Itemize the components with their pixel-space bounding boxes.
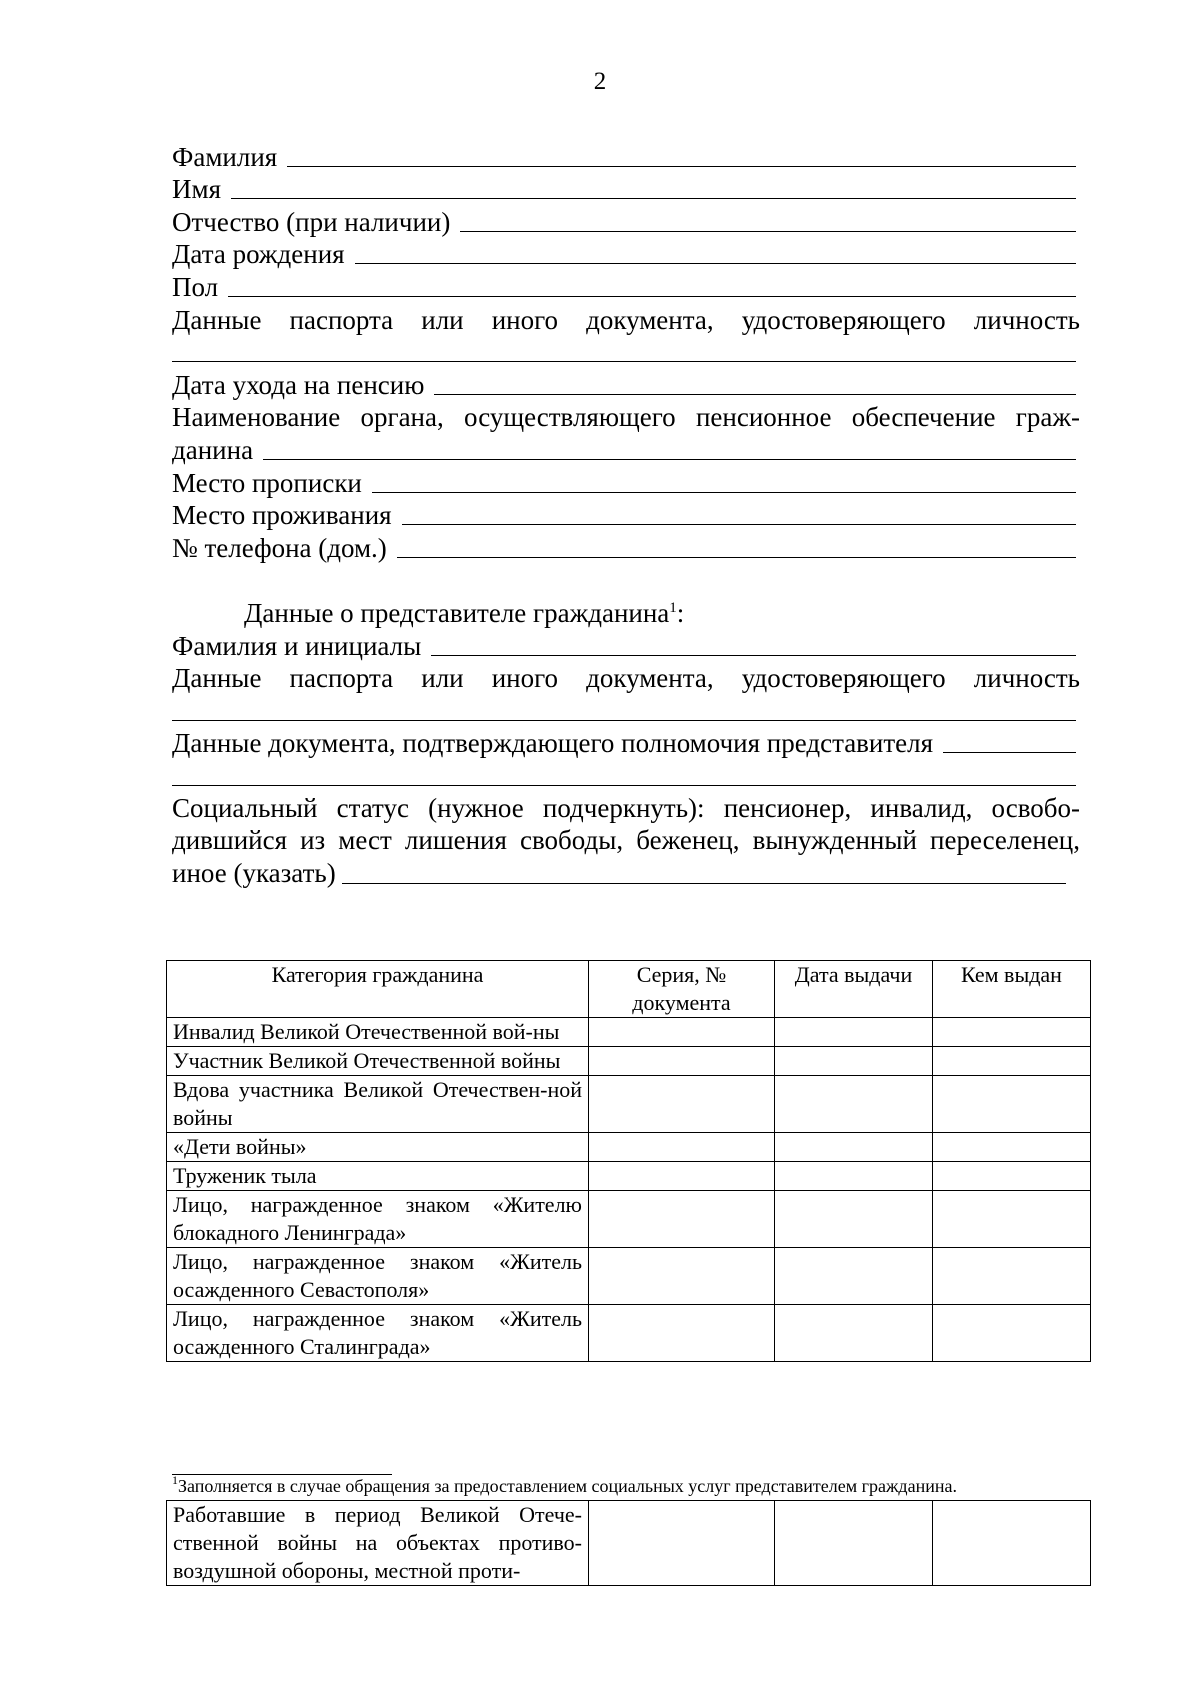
rep-authority-field-2[interactable] [172,785,1076,786]
surname-field[interactable] [287,166,1076,167]
passport-line [172,303,1080,336]
row-category: Труженик тыла [167,1162,589,1191]
row-category: Лицо, награжденное знаком «Житель осажденного Сталинграда» [167,1305,589,1362]
birth-date-field[interactable] [355,263,1076,264]
row-category: Инвалид Великой Отечественной вой-ны [167,1018,589,1047]
footnote-marker: 1 [172,1473,178,1487]
phone-line [172,531,1080,564]
category-table-continued [166,1500,1091,1586]
date-cell[interactable] [775,1305,933,1362]
spacer [172,564,1080,597]
patronymic-field[interactable] [460,231,1076,232]
passport-field-line [172,336,1080,369]
rep-passport-field-line [172,694,1080,727]
date-cell[interactable] [775,1191,933,1248]
table-row [167,1248,1091,1305]
row-category: Работавшие в период Великой Отече-ственной войны на объектах противо-воздушной обороны, местной проти- [167,1501,589,1586]
birth-date-label: Дата рождения [172,239,345,270]
footnote-ref: 1 [669,599,677,616]
date-cell[interactable] [775,1248,933,1305]
series-cell[interactable] [589,1501,775,1586]
table-row [167,1162,1091,1191]
footnote-text: Заполняется в случае обращения за предоставлением социальных услуг представителем гражданина. [178,1476,957,1496]
table-row [167,1018,1091,1047]
residence-field[interactable] [402,524,1076,525]
series-cell[interactable] [589,1305,775,1362]
rep-passport-field[interactable] [172,720,1076,721]
name-line [172,173,1080,206]
retirement-date-label: Дата ухода на пенсию [172,369,425,400]
issued-by-cell[interactable] [933,1501,1091,1586]
header-issue-date: Дата выдачи [775,961,933,1018]
date-cell[interactable] [775,1018,933,1047]
category-table [166,960,1091,1362]
surname-line [172,140,1080,173]
table-row [167,1047,1091,1076]
name-field[interactable] [231,198,1076,199]
rep-passport-label: Данные паспорта или иного документа, удостоверяющего личность [172,663,1080,694]
rep-name-field[interactable] [431,655,1076,656]
social-status-text: Социальный статус (нужное подчеркнуть): пенсионер, инвалид, освобо-дившийся из мест лишения свободы, беженец, вынужденный переселенец, иное (указать) [172,792,1080,889]
header-category: Категория гражданина [167,961,589,1018]
row-category: Лицо, награжденное знаком «Житель осажденного Севастополя» [167,1248,589,1305]
retirement-date-field[interactable] [434,394,1076,395]
social-status-other-field[interactable] [342,859,1066,884]
passport-field[interactable] [172,361,1076,362]
pension-body-label-2: данина [172,434,254,465]
rep-authority-line [172,727,1080,760]
sex-label: Пол [172,271,219,302]
table-row [167,1501,1091,1586]
issued-by-cell[interactable] [933,1248,1091,1305]
rep-name-label: Фамилия и инициалы [172,630,422,661]
header-issued-by: Кем выдан [933,961,1091,1018]
page-number: 2 [593,68,607,95]
pension-body-line-2 [172,433,1080,466]
pension-body-label: Наименование органа, осуществляющего пенсионное обеспечение граж- [172,402,1080,433]
rep-authority-field[interactable] [943,752,1076,753]
heading-colon: : [676,597,685,628]
row-category: Участник Великой Отечественной войны [167,1047,589,1076]
registration-label: Место прописки [172,467,362,498]
residence-line [172,499,1080,532]
issued-by-cell[interactable] [933,1162,1091,1191]
series-cell[interactable] [589,1133,775,1162]
series-cell[interactable] [589,1047,775,1076]
name-label: Имя [172,174,222,205]
table-header-row [167,961,1091,1018]
header-series: Серия, № документа [589,961,775,1018]
pension-body-field[interactable] [263,459,1076,460]
footnote [172,1473,957,1497]
date-cell[interactable] [775,1047,933,1076]
row-category: «Дети войны» [167,1133,589,1162]
representative-heading-text: Данные о представителе гражданина [244,597,670,628]
series-cell[interactable] [589,1018,775,1047]
table-row [167,1133,1091,1162]
issued-by-cell[interactable] [933,1018,1091,1047]
registration-field[interactable] [372,492,1076,493]
rep-name-line [172,629,1080,662]
row-category: Лицо, награжденное знаком «Жителю блокадного Ленинграда» [167,1191,589,1248]
patronymic-line [172,205,1080,238]
issued-by-cell[interactable] [933,1047,1091,1076]
date-cell[interactable] [775,1133,933,1162]
sex-line [172,270,1080,303]
retirement-date-line [172,368,1080,401]
series-cell[interactable] [589,1248,775,1305]
rep-passport-line [172,662,1080,695]
date-cell[interactable] [775,1501,933,1586]
representative-heading [172,596,1080,629]
sex-field[interactable] [228,296,1076,297]
series-cell[interactable] [589,1191,775,1248]
residence-label: Место проживания [172,500,392,531]
social-status-paragraph [172,792,1080,890]
issued-by-cell[interactable] [933,1133,1091,1162]
surname-label: Фамилия [172,141,278,172]
date-cell[interactable] [775,1162,933,1191]
issued-by-cell[interactable] [933,1076,1091,1133]
citizen-form [172,140,1080,890]
date-cell[interactable] [775,1076,933,1133]
footnote-separator [172,1474,392,1475]
issued-by-cell[interactable] [933,1305,1091,1362]
table-row [167,1076,1091,1133]
table-row [167,1305,1091,1362]
issued-by-cell[interactable] [933,1191,1091,1248]
passport-label: Данные паспорта или иного документа, удостоверяющего личность [172,304,1080,335]
phone-label: № телефона (дом.) [172,532,387,563]
patronymic-label: Отчество (при наличии) [172,206,451,237]
row-category: Вдова участника Великой Отечествен-ной войны [167,1076,589,1133]
rep-authority-label: Данные документа, подтверждающего полномочия представителя [172,728,934,759]
birth-date-line [172,238,1080,271]
series-cell[interactable] [589,1162,775,1191]
series-cell[interactable] [589,1076,775,1133]
rep-authority-field-line [172,759,1080,792]
registration-line [172,466,1080,499]
pension-body-line [172,401,1080,434]
table-row [167,1191,1091,1248]
phone-field[interactable] [397,557,1076,558]
